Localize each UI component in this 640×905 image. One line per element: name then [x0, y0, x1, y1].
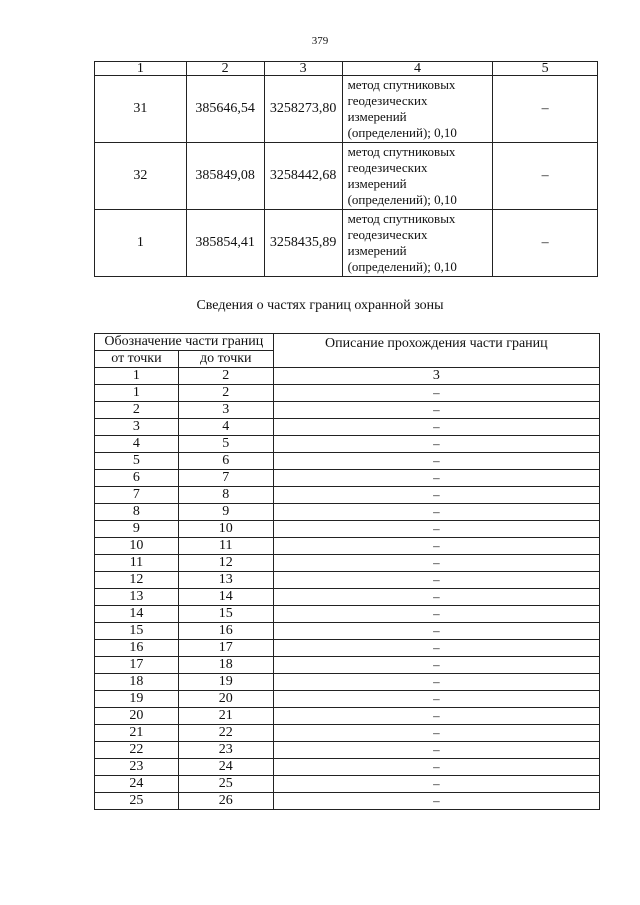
section-title: Сведения о частях границ охранной зоны [196, 298, 444, 313]
from-point-cell: 15 [95, 623, 179, 640]
method-cell [342, 210, 493, 277]
y-coordinate-cell: 3258442,68 [264, 143, 342, 210]
page-number: 379 [311, 35, 329, 47]
column-number-cell: 5 [493, 62, 598, 76]
to-point-cell: 23 [178, 742, 273, 759]
to-point-cell: 20 [178, 691, 273, 708]
boundary-part-row [95, 674, 600, 691]
description-cell: – [273, 793, 599, 810]
to-point-cell: 5 [178, 436, 273, 453]
from-point-cell: 10 [95, 538, 179, 555]
description-cell: – [273, 402, 599, 419]
method-line: геодезических [347, 93, 428, 108]
description-cell: – [273, 708, 599, 725]
boundary-parts-table [94, 333, 600, 810]
to-point-cell: 11 [178, 538, 273, 555]
to-point-cell: 17 [178, 640, 273, 657]
to-point-cell: 22 [178, 725, 273, 742]
description-cell: – [273, 504, 599, 521]
boundary-part-row [95, 436, 600, 453]
method-line: метод спутниковых [347, 211, 456, 226]
description-cell: – [273, 776, 599, 793]
to-point-cell: 12 [178, 555, 273, 572]
header-to-point: до точки [178, 351, 273, 368]
y-coordinate-cell: 3258273,80 [264, 76, 342, 143]
description-cell: – [273, 606, 599, 623]
method-line: измерений [347, 243, 407, 258]
boundary-part-row [95, 691, 600, 708]
to-point-cell: 2 [178, 385, 273, 402]
from-point-cell: 21 [95, 725, 179, 742]
from-point-cell: 5 [95, 453, 179, 470]
boundary-part-row [95, 793, 600, 810]
boundary-part-row [95, 589, 600, 606]
point-number-cell: 1 [95, 210, 187, 277]
from-point-cell: 20 [95, 708, 179, 725]
description-cell: – [273, 759, 599, 776]
to-point-cell: 9 [178, 504, 273, 521]
boundary-part-row [95, 555, 600, 572]
boundary-part-row [95, 606, 600, 623]
boundary-part-row [95, 385, 600, 402]
numbering-cell: 1 [95, 368, 179, 385]
description-cell: – [273, 674, 599, 691]
from-point-cell: 8 [95, 504, 179, 521]
coordinates-row [95, 143, 598, 210]
from-point-cell: 14 [95, 606, 179, 623]
to-point-cell: 4 [178, 419, 273, 436]
numbering-cell: 2 [178, 368, 273, 385]
coordinates-row [95, 76, 598, 143]
description-cell: – [273, 453, 599, 470]
to-point-cell: 14 [178, 589, 273, 606]
method-cell [342, 143, 493, 210]
method-line: метод спутниковых [347, 144, 456, 159]
to-point-cell: 21 [178, 708, 273, 725]
description-cell: – [273, 521, 599, 538]
from-point-cell: 9 [95, 521, 179, 538]
column-number-cell: 3 [264, 62, 342, 76]
column-number-cell: 2 [186, 62, 264, 76]
description-cell: – [273, 623, 599, 640]
y-coordinate-cell: 3258435,89 [264, 210, 342, 277]
description-cell: – [273, 725, 599, 742]
to-point-cell: 6 [178, 453, 273, 470]
description-cell: – [273, 640, 599, 657]
parts-header-row-1 [95, 334, 600, 351]
method-line: (определений); 0,10 [347, 259, 457, 274]
column-5-cell: – [493, 210, 598, 277]
point-number-cell: 32 [95, 143, 187, 210]
coordinates-table [94, 61, 598, 277]
to-point-cell: 10 [178, 521, 273, 538]
method-cell [342, 76, 493, 143]
description-cell: – [273, 742, 599, 759]
boundary-part-row [95, 402, 600, 419]
from-point-cell: 19 [95, 691, 179, 708]
boundary-part-row [95, 640, 600, 657]
description-cell: – [273, 691, 599, 708]
method-line: метод спутниковых [347, 77, 456, 92]
from-point-cell: 22 [95, 742, 179, 759]
boundary-part-row [95, 708, 600, 725]
header-description: Описание прохождения части границ [273, 334, 599, 368]
method-line: измерений [347, 176, 407, 191]
description-cell: – [273, 385, 599, 402]
coordinates-header-row [95, 62, 598, 76]
from-point-cell: 2 [95, 402, 179, 419]
from-point-cell: 16 [95, 640, 179, 657]
from-point-cell: 25 [95, 793, 179, 810]
from-point-cell: 24 [95, 776, 179, 793]
boundary-part-row [95, 538, 600, 555]
to-point-cell: 3 [178, 402, 273, 419]
parts-numbering-row [95, 368, 600, 385]
boundary-part-row [95, 572, 600, 589]
from-point-cell: 6 [95, 470, 179, 487]
column-5-cell: – [493, 143, 598, 210]
from-point-cell: 23 [95, 759, 179, 776]
to-point-cell: 24 [178, 759, 273, 776]
to-point-cell: 26 [178, 793, 273, 810]
boundary-part-row [95, 521, 600, 538]
description-cell: – [273, 657, 599, 674]
x-coordinate-cell: 385854,41 [186, 210, 264, 277]
boundary-part-row [95, 657, 600, 674]
to-point-cell: 25 [178, 776, 273, 793]
description-cell: – [273, 572, 599, 589]
method-line: (определений); 0,10 [347, 192, 457, 207]
from-point-cell: 7 [95, 487, 179, 504]
boundary-part-row [95, 453, 600, 470]
from-point-cell: 13 [95, 589, 179, 606]
boundary-part-row [95, 759, 600, 776]
method-line: геодезических [347, 227, 428, 242]
from-point-cell: 3 [95, 419, 179, 436]
to-point-cell: 16 [178, 623, 273, 640]
from-point-cell: 17 [95, 657, 179, 674]
boundary-part-row [95, 742, 600, 759]
method-line: (определений); 0,10 [347, 125, 457, 140]
column-5-cell: – [493, 76, 598, 143]
from-point-cell: 11 [95, 555, 179, 572]
x-coordinate-cell: 385646,54 [186, 76, 264, 143]
description-cell: – [273, 487, 599, 504]
boundary-part-row [95, 470, 600, 487]
boundary-part-row [95, 623, 600, 640]
numbering-cell: 3 [273, 368, 599, 385]
from-point-cell: 4 [95, 436, 179, 453]
from-point-cell: 18 [95, 674, 179, 691]
x-coordinate-cell: 385849,08 [186, 143, 264, 210]
to-point-cell: 18 [178, 657, 273, 674]
boundary-part-row [95, 419, 600, 436]
description-cell: – [273, 589, 599, 606]
to-point-cell: 13 [178, 572, 273, 589]
boundary-part-row [95, 776, 600, 793]
description-cell: – [273, 555, 599, 572]
column-number-cell: 1 [95, 62, 187, 76]
to-point-cell: 15 [178, 606, 273, 623]
header-boundary-part-designation: Обозначение части границ [95, 334, 274, 351]
coordinates-row [95, 210, 598, 277]
description-cell: – [273, 419, 599, 436]
header-from-point: от точки [95, 351, 179, 368]
from-point-cell: 1 [95, 385, 179, 402]
description-cell: – [273, 470, 599, 487]
to-point-cell: 8 [178, 487, 273, 504]
boundary-part-row [95, 725, 600, 742]
description-cell: – [273, 538, 599, 555]
column-number-cell: 4 [342, 62, 493, 76]
from-point-cell: 12 [95, 572, 179, 589]
boundary-part-row [95, 504, 600, 521]
to-point-cell: 7 [178, 470, 273, 487]
to-point-cell: 19 [178, 674, 273, 691]
boundary-part-row [95, 487, 600, 504]
method-line: измерений [347, 109, 407, 124]
description-cell: – [273, 436, 599, 453]
method-line: геодезических [347, 160, 428, 175]
point-number-cell: 31 [95, 76, 187, 143]
